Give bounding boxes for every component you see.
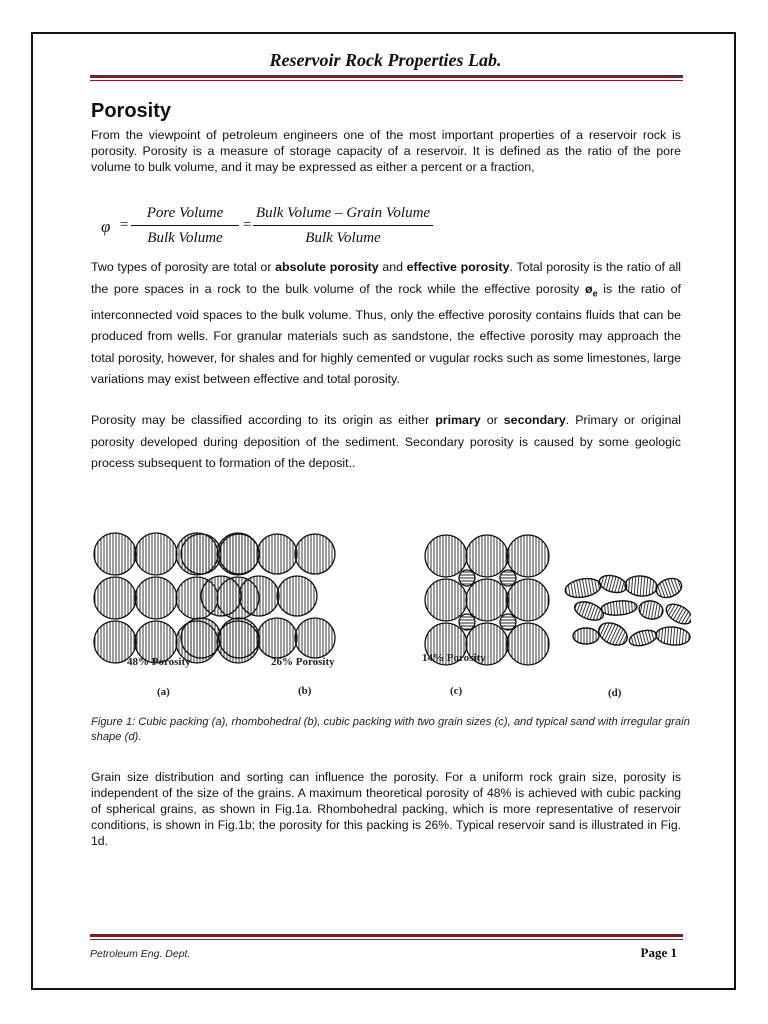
sand-grain [628, 628, 659, 649]
porosity-label-b: 26% Porosity [271, 656, 335, 668]
formula-numerator-2: Bulk Volume – Grain Volume [255, 205, 431, 221]
text-run: Porosity may be classified according to its origin as either [91, 413, 436, 427]
grain [507, 623, 549, 665]
porosity-label-a: 48% Porosity [127, 656, 191, 668]
sand-grain [654, 575, 685, 601]
text-run: or [480, 413, 504, 427]
grain [135, 533, 177, 575]
fraction-bar-2 [253, 225, 433, 226]
irregular-sand-grains [564, 573, 691, 650]
grain [459, 614, 475, 630]
sand-grain [564, 576, 603, 600]
grain [507, 579, 549, 621]
text-run: Two types of porosity are total or [91, 260, 276, 274]
effective-porosity-symbol: ø [585, 281, 593, 296]
packing-figure-drawing [91, 496, 691, 701]
grain [257, 534, 297, 574]
formula-numerator-1: Pore Volume [146, 205, 224, 221]
grain [257, 618, 297, 658]
grain [466, 579, 508, 621]
grain [201, 576, 241, 616]
grain [507, 535, 549, 577]
panel-letter-a: (a) [157, 686, 170, 698]
header-title: Reservoir Rock Properties Lab. [269, 50, 502, 70]
header-rule-thin [90, 80, 683, 81]
effective-porosity-term: effective porosity [406, 260, 510, 274]
grain [466, 535, 508, 577]
grain-size-paragraph: Grain size distribution and sorting can influence the porosity. For a uniform rock grain size, porosity is independent of the size of the grains. A maximum theoretical porosity of 48% is achieved with cubic packing of spherical grains, as shown in Fig.1a. Rhombohedral packing, which is more representative of reservoir conditions, is shown in Fig.1b; the porosity for this packing is 26%. Typical reservoir sand is illustrated in Fig. 1d. [91, 770, 681, 848]
absolute-porosity-term: absolute porosity [275, 260, 379, 274]
porosity-formula [95, 202, 435, 252]
text-run: is the ratio of interconnected void spaces to the bulk volume. Thus, only the effective porosity contains fluids that can be produced from wells. For granular materials such as sandstone, the effective porosity may approach the total porosity, however, for shales and for highly cemented or vugular rocks such as some limestones, large variations may exist between effective and total porosity. [91, 281, 681, 387]
packing-figure [91, 496, 691, 701]
two-size-packing-grains [425, 535, 549, 665]
grain [425, 535, 467, 577]
grain [459, 570, 475, 586]
grain [239, 576, 279, 616]
grain [500, 570, 516, 586]
grain [295, 534, 335, 574]
grain [295, 618, 335, 658]
page-frame [31, 32, 736, 990]
footer-rule-thin [90, 939, 683, 940]
sand-grain [638, 599, 665, 621]
grain [181, 534, 221, 574]
primary-term: primary [435, 413, 481, 427]
grain [94, 533, 136, 575]
grain [277, 576, 317, 616]
sand-grain [597, 573, 628, 596]
grain [500, 614, 516, 630]
section-heading: Porosity [91, 100, 172, 122]
page-number: Page 1 [640, 945, 677, 960]
grain [135, 577, 177, 619]
figure-caption: Figure 1: Cubic packing (a), rhombohedral (b), cubic packing with two grain sizes (c), and typical sand with irregular grain shape (d). [91, 716, 690, 743]
classification-paragraph [91, 410, 681, 475]
sand-grain [655, 626, 690, 647]
grain [94, 577, 136, 619]
sand-grain [600, 599, 637, 616]
text-run: and [378, 260, 407, 274]
grain [219, 534, 259, 574]
text-run: . Total porosity is the ratio of all the pore spaces in a rock to the bulk volume of the rock while the effective porosity [91, 260, 681, 296]
fraction-bar-1 [131, 225, 239, 226]
porosity-label-c: 14% Porosity [422, 652, 486, 664]
department-label: Petroleum Eng. Dept. [90, 948, 191, 960]
sand-grain [663, 600, 691, 628]
panel-letter-c: (c) [450, 685, 463, 697]
formula-denominator-2: Bulk Volume [305, 230, 381, 246]
effective-porosity-subscript: e [592, 288, 598, 299]
formula-denominator-1: Bulk Volume [147, 230, 223, 246]
text-run: . Primary or original porosity developed during deposition of the sediment. Secondary porosity is caused by some geologic process subsequent to formation of the deposit.. [91, 413, 681, 471]
sand-grain [595, 619, 631, 650]
formula-equals: = [242, 217, 253, 233]
panel-letter-b: (b) [298, 685, 312, 697]
footer-rule [90, 934, 683, 937]
header-rule [90, 75, 683, 78]
secondary-term: secondary [503, 413, 566, 427]
sand-grain [624, 575, 658, 598]
grain [219, 618, 259, 658]
grain [181, 618, 221, 658]
porosity-types-paragraph [91, 257, 681, 391]
panel-letter-d: (d) [608, 687, 622, 699]
sand-grain [573, 628, 599, 644]
grain [425, 579, 467, 621]
intro-paragraph: From the viewpoint of petroleum engineers one of the most important properties of a reservoir rock is porosity. Porosity is a measure of storage capacity of a reservoir. It is defined as the ratio of the pore volume to bulk volume, and it may be expressed as either a percent or a fraction, [91, 128, 681, 174]
formula-equals: = [119, 217, 130, 233]
rhombohedral-packing-grains [181, 534, 335, 658]
formula-symbol: φ [101, 217, 111, 236]
